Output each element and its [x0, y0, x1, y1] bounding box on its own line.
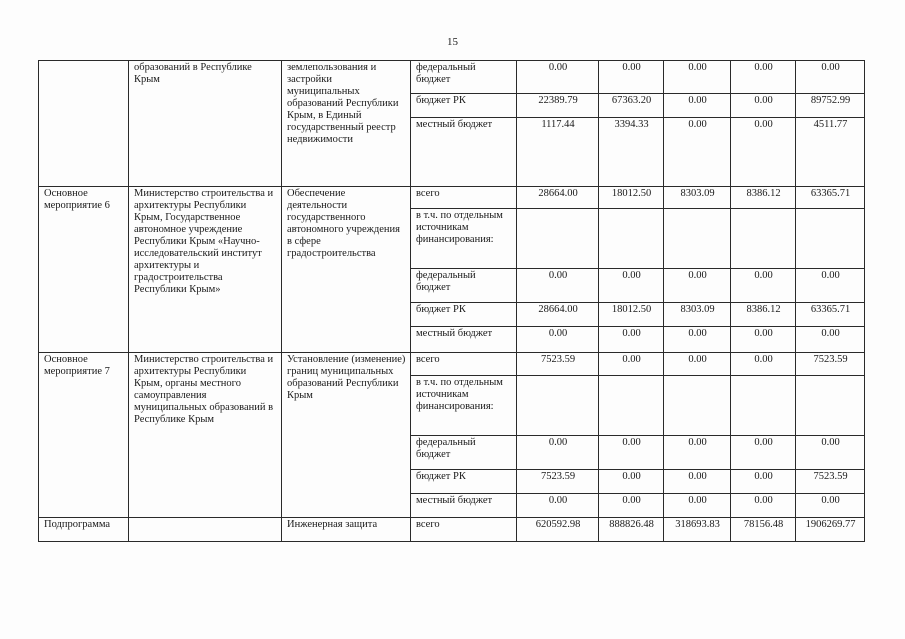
- value-cell: 0.00: [664, 436, 731, 470]
- action-cell: Установление (изменение) границ муниципальных образований Республики Крым: [282, 353, 411, 518]
- value-cell: 0.00: [731, 327, 796, 353]
- value-cell: 0.00: [664, 269, 731, 303]
- value-cell: 18012.50: [599, 303, 664, 327]
- value-cell: [517, 209, 599, 269]
- value-cell: 318693.83: [664, 518, 731, 542]
- value-cell: [599, 376, 664, 436]
- value-cell: 0.00: [599, 494, 664, 518]
- value-cell: 0.00: [517, 436, 599, 470]
- source-label: бюджет РК: [411, 303, 517, 327]
- value-cell: 0.00: [517, 269, 599, 303]
- value-cell: [796, 209, 865, 269]
- value-cell: 8303.09: [664, 303, 731, 327]
- action-cell: Обеспечение деятельности государственного автономного учреждения в сфере градостроительства: [282, 187, 411, 353]
- value-cell: 7523.59: [517, 353, 599, 376]
- source-label: всего: [411, 187, 517, 209]
- source-label: местный бюджет: [411, 327, 517, 353]
- executor-cell: образований в Республике Крым: [129, 61, 282, 187]
- table-row: [39, 61, 865, 94]
- table-row: [39, 187, 865, 209]
- program-name-cell: Основное мероприятие 7: [39, 353, 129, 518]
- program-name-cell: [39, 61, 129, 187]
- value-cell: [599, 209, 664, 269]
- source-label: федеральный бюджет: [411, 269, 517, 303]
- source-label: местный бюджет: [411, 494, 517, 518]
- source-label: всего: [411, 353, 517, 376]
- value-cell: 0.00: [731, 94, 796, 118]
- value-cell: 22389.79: [517, 94, 599, 118]
- source-label: федеральный бюджет: [411, 436, 517, 470]
- value-cell: 0.00: [796, 269, 865, 303]
- page-number: 15: [447, 36, 458, 48]
- value-cell: 0.00: [796, 327, 865, 353]
- value-cell: 4511.77: [796, 118, 865, 187]
- value-cell: 0.00: [664, 494, 731, 518]
- value-cell: 18012.50: [599, 187, 664, 209]
- value-cell: 1906269.77: [796, 518, 865, 542]
- value-cell: 78156.48: [731, 518, 796, 542]
- value-cell: 67363.20: [599, 94, 664, 118]
- value-cell: 89752.99: [796, 94, 865, 118]
- executor-cell: [129, 518, 282, 542]
- source-label: в т.ч. по отдельным источникам финансирования:: [411, 209, 517, 269]
- value-cell: 0.00: [664, 94, 731, 118]
- value-cell: 0.00: [599, 61, 664, 94]
- value-cell: 0.00: [599, 269, 664, 303]
- value-cell: 28664.00: [517, 303, 599, 327]
- value-cell: 0.00: [517, 327, 599, 353]
- value-cell: 0.00: [731, 353, 796, 376]
- value-cell: 1117.44: [517, 118, 599, 187]
- value-cell: [731, 376, 796, 436]
- value-cell: 7523.59: [796, 470, 865, 494]
- value-cell: 0.00: [731, 118, 796, 187]
- value-cell: 0.00: [599, 353, 664, 376]
- action-cell: землепользования и застройки муниципальных образований Республики Крым, в Единый государственный реестр недвижимости: [282, 61, 411, 187]
- value-cell: 0.00: [664, 118, 731, 187]
- value-cell: 8303.09: [664, 187, 731, 209]
- value-cell: 0.00: [664, 470, 731, 494]
- value-cell: 620592.98: [517, 518, 599, 542]
- source-label: бюджет РК: [411, 470, 517, 494]
- value-cell: 0.00: [599, 470, 664, 494]
- executor-cell: Министерство строительства и архитектуры Республики Крым, Государственное автономное учреждение Республики Крым «Научно-исследовательский институт архитектуры и градостроительства Республики Крым»: [129, 187, 282, 353]
- source-label: местный бюджет: [411, 118, 517, 187]
- action-cell: Инженерная защита: [282, 518, 411, 542]
- source-label: федеральный бюджет: [411, 61, 517, 94]
- source-label: бюджет РК: [411, 94, 517, 118]
- value-cell: 0.00: [731, 470, 796, 494]
- value-cell: 0.00: [796, 494, 865, 518]
- value-cell: 8386.12: [731, 187, 796, 209]
- value-cell: 0.00: [731, 61, 796, 94]
- value-cell: [517, 376, 599, 436]
- value-cell: 0.00: [599, 327, 664, 353]
- value-cell: [664, 209, 731, 269]
- value-cell: [731, 209, 796, 269]
- program-name-cell: Подпрограмма: [39, 518, 129, 542]
- value-cell: 63365.71: [796, 187, 865, 209]
- table-row: [39, 353, 865, 376]
- table-row: [39, 518, 865, 542]
- value-cell: 28664.00: [517, 187, 599, 209]
- value-cell: 888826.48: [599, 518, 664, 542]
- value-cell: 0.00: [796, 61, 865, 94]
- value-cell: [664, 376, 731, 436]
- value-cell: 3394.33: [599, 118, 664, 187]
- value-cell: 0.00: [731, 269, 796, 303]
- value-cell: 0.00: [731, 494, 796, 518]
- value-cell: 7523.59: [517, 470, 599, 494]
- value-cell: 63365.71: [796, 303, 865, 327]
- value-cell: 0.00: [517, 494, 599, 518]
- executor-cell: Министерство строительства и архитектуры Республики Крым, органы местного самоуправления муниципальных образований в Республике Крым: [129, 353, 282, 518]
- source-label: всего: [411, 518, 517, 542]
- source-label: в т.ч. по отдельным источникам финансирования:: [411, 376, 517, 436]
- value-cell: 8386.12: [731, 303, 796, 327]
- value-cell: 0.00: [796, 436, 865, 470]
- value-cell: 0.00: [664, 61, 731, 94]
- value-cell: 0.00: [664, 327, 731, 353]
- budget-table: [38, 60, 865, 542]
- value-cell: 0.00: [517, 61, 599, 94]
- value-cell: 7523.59: [796, 353, 865, 376]
- value-cell: [796, 376, 865, 436]
- value-cell: 0.00: [664, 353, 731, 376]
- value-cell: 0.00: [731, 436, 796, 470]
- value-cell: 0.00: [599, 436, 664, 470]
- program-name-cell: Основное мероприятие 6: [39, 187, 129, 353]
